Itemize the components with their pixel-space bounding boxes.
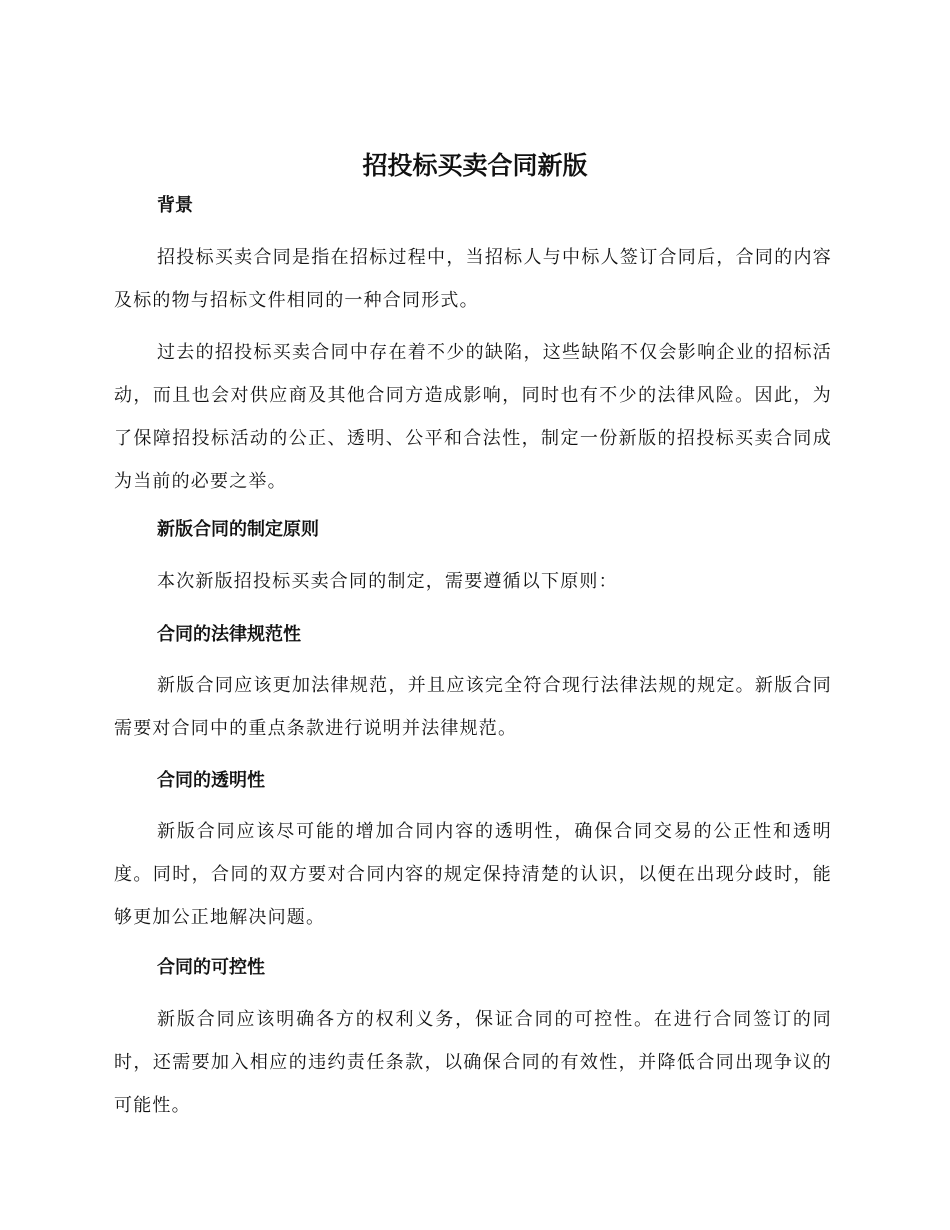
section-heading-principles: 新版合同的制定原则 — [157, 519, 319, 540]
section-heading-transparency: 合同的透明性 — [157, 770, 265, 791]
section-heading-background: 背景 — [157, 195, 193, 216]
paragraph-controllability: 新版合同应该明确各方的权利义务，保证合同的可控性。在进行合同签订的同时，还需要加入相应的违约责任条款，以确保合同的有效性，并降低合同出现争议的可能性。 — [114, 1009, 832, 1116]
paragraph-background-definition: 招投标买卖合同是指在招标过程中，当招标人与中标人签订合同后，合同的内容及标的物与招标文件相同的一种合同形式。 — [114, 247, 832, 311]
paragraph-principles-intro: 本次新版招投标买卖合同的制定，需要遵循以下原则： — [157, 571, 618, 592]
paragraph-background-problems: 过去的招投标买卖合同中存在着不少的缺陷，这些缺陷不仅会影响企业的招标活动，而且也会对供应商及其他合同方造成影响，同时也有不少的法律风险。因此，为了保障招投标活动的公正、透明、公平和合法性，制定一份新版的招投标买卖合同成为当前的必要之举。 — [114, 342, 832, 492]
section-heading-legal-norms: 合同的法律规范性 — [157, 624, 301, 645]
paragraph-transparency: 新版合同应该尽可能的增加合同内容的透明性，确保合同交易的公正性和透明度。同时，合同的双方要对合同内容的规定保持清楚的认识，以便在出现分歧时，能够更加公正地解决问题。 — [114, 821, 832, 928]
document-title: 招投标买卖合同新版 — [362, 151, 588, 180]
paragraph-legal-norms: 新版合同应该更加法律规范，并且应该完全符合现行法律法规的规定。新版合同需要对合同中的重点条款进行说明并法律规范。 — [114, 675, 832, 739]
section-heading-controllability: 合同的可控性 — [157, 957, 265, 978]
